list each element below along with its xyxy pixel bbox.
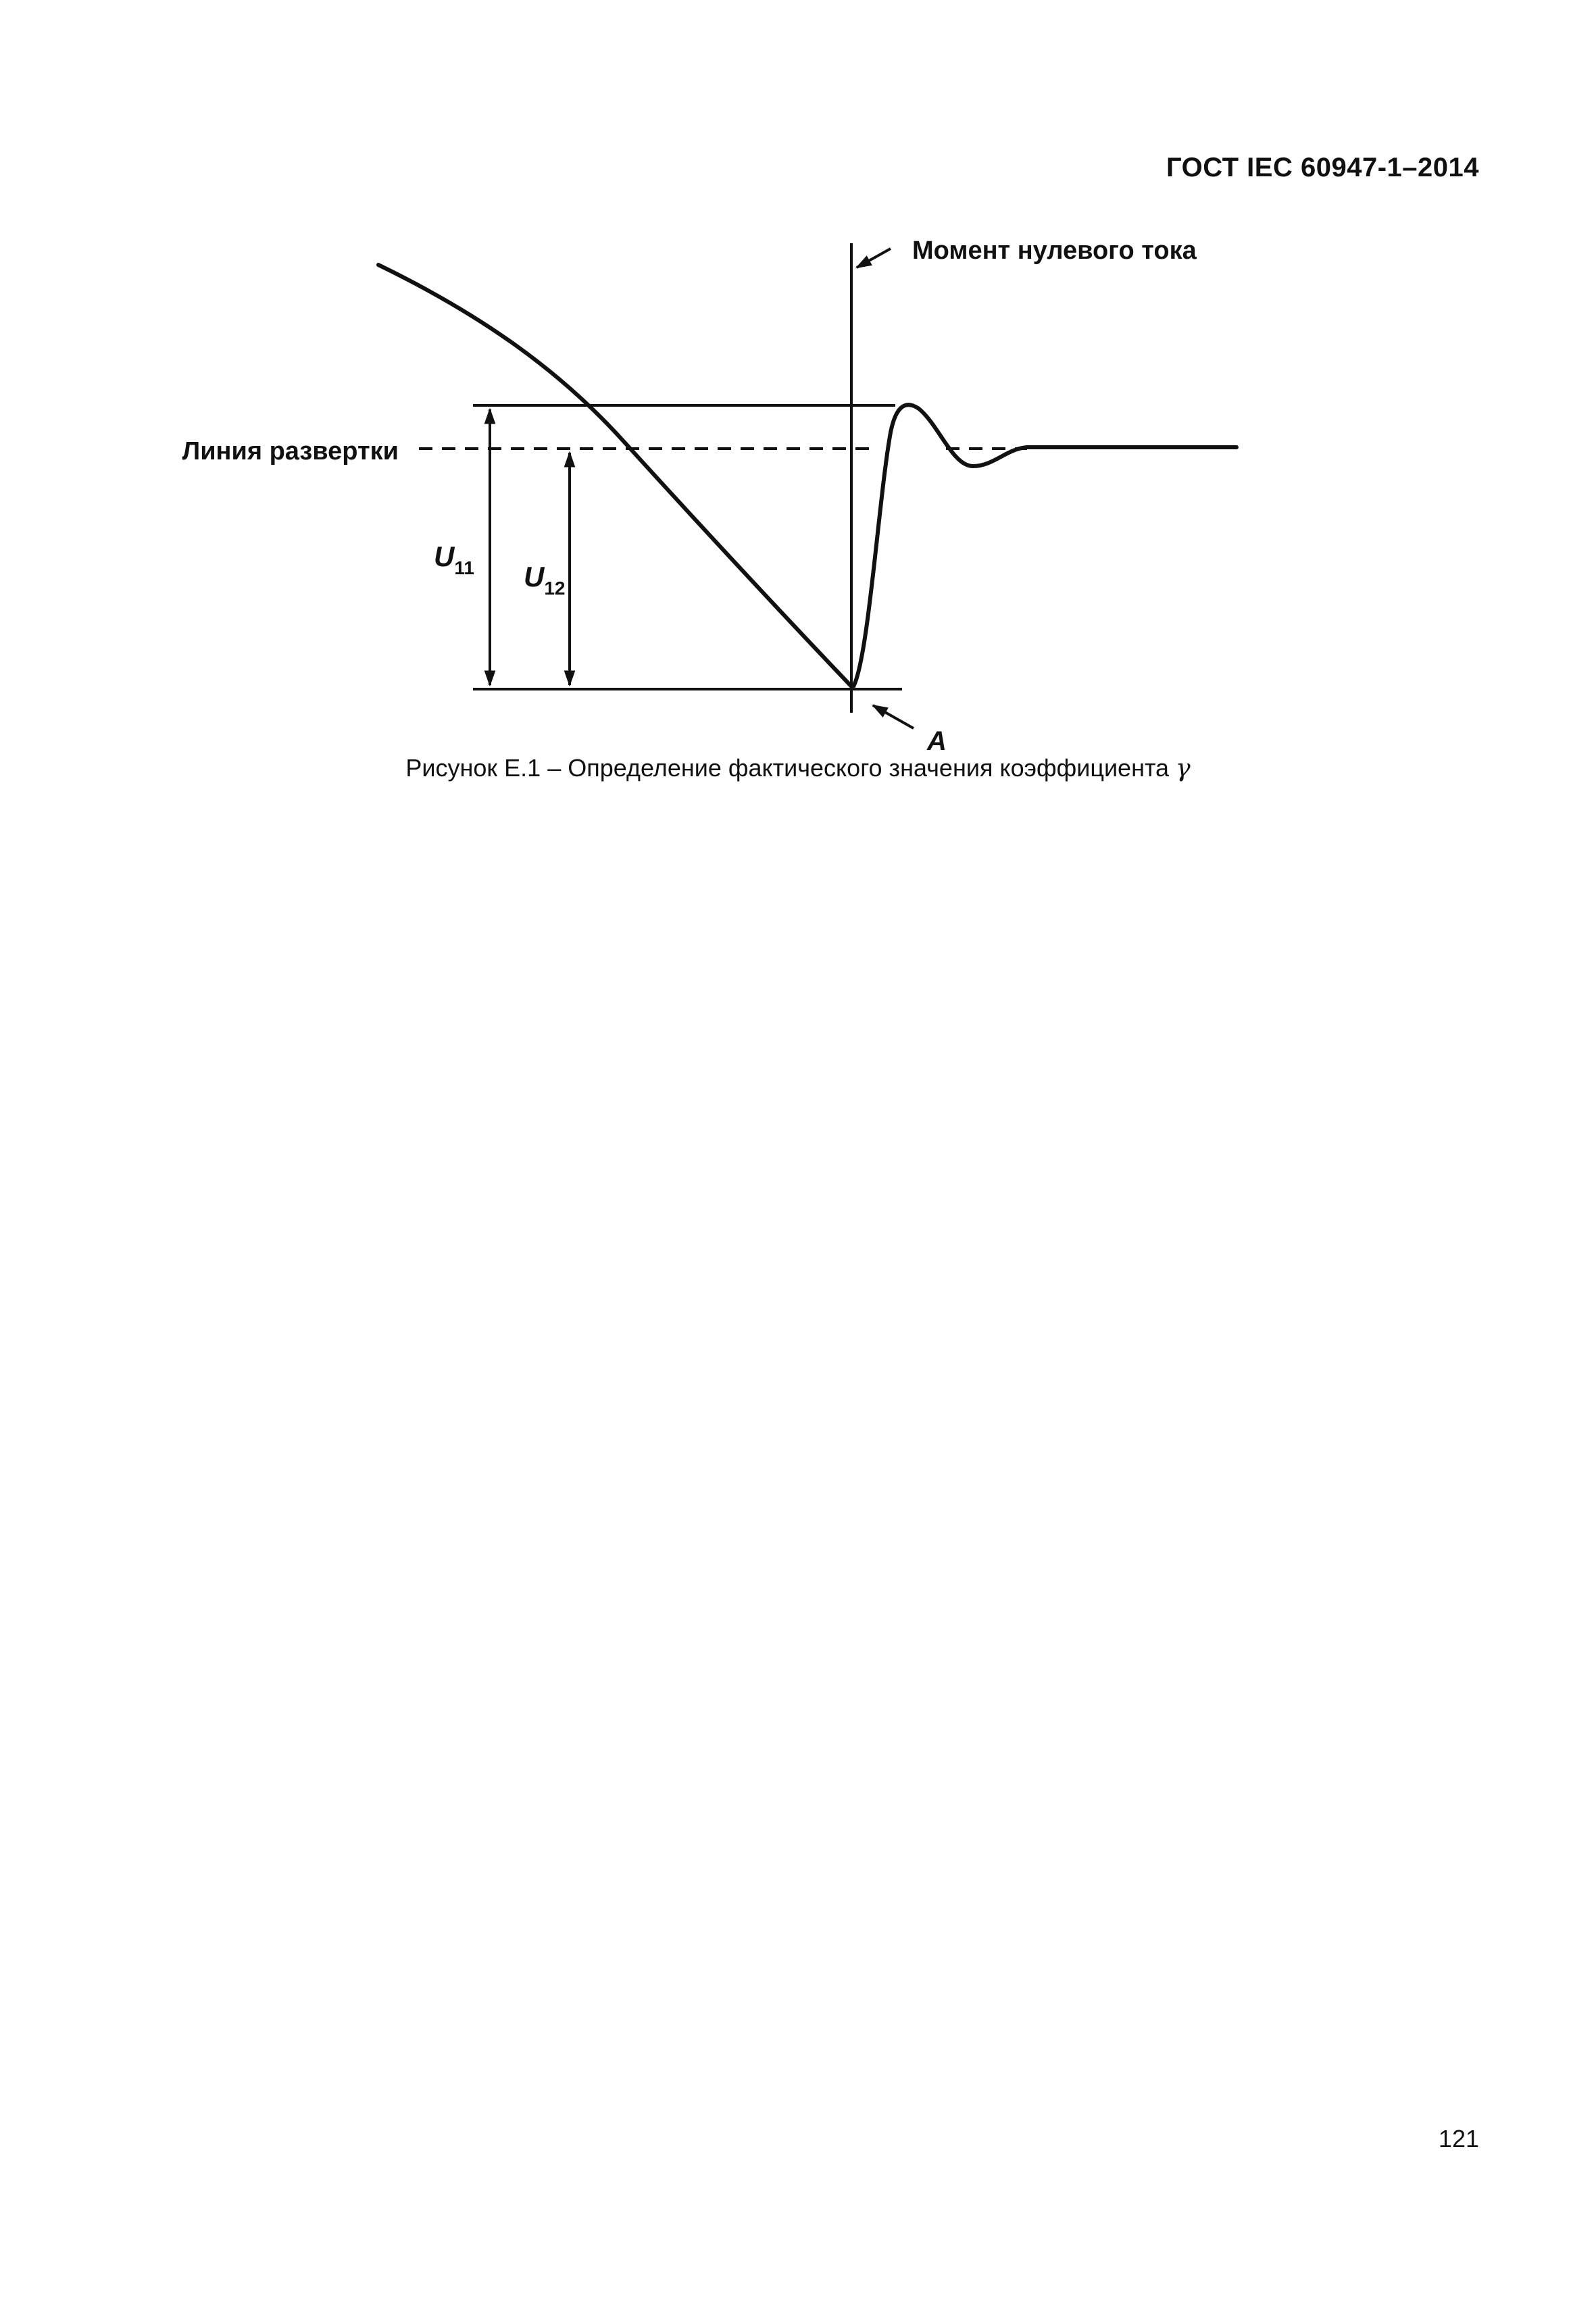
figure-e1 bbox=[0, 0, 1596, 811]
u12-base: U bbox=[524, 561, 545, 593]
figure-caption-text: Рисунок Е.1 – Определение фактического значения коэффициента bbox=[405, 754, 1170, 782]
gamma-symbol: γ bbox=[1176, 755, 1191, 782]
u12-subscript: 12 bbox=[544, 578, 566, 599]
falling-voltage-curve bbox=[378, 265, 853, 688]
u11-label bbox=[434, 540, 474, 578]
point-a-pointer-arrow bbox=[873, 705, 914, 728]
zero-current-label: Момент нулевого тока bbox=[912, 236, 1197, 265]
u12-label bbox=[524, 561, 566, 599]
u11-subscript: 11 bbox=[454, 557, 474, 578]
point-a-label: A bbox=[927, 726, 947, 756]
u11-base: U bbox=[434, 540, 455, 572]
page-number: 121 bbox=[1438, 2125, 1479, 2153]
sweep-line-label: Линия развертки bbox=[182, 437, 399, 466]
zero-current-pointer-arrow bbox=[857, 249, 891, 268]
figure-caption bbox=[0, 754, 1596, 782]
recovery-voltage-curve bbox=[853, 405, 1237, 688]
figure-drawing bbox=[0, 0, 1596, 811]
document-code: ГОСТ IEC 60947-1–2014 bbox=[1166, 153, 1479, 182]
